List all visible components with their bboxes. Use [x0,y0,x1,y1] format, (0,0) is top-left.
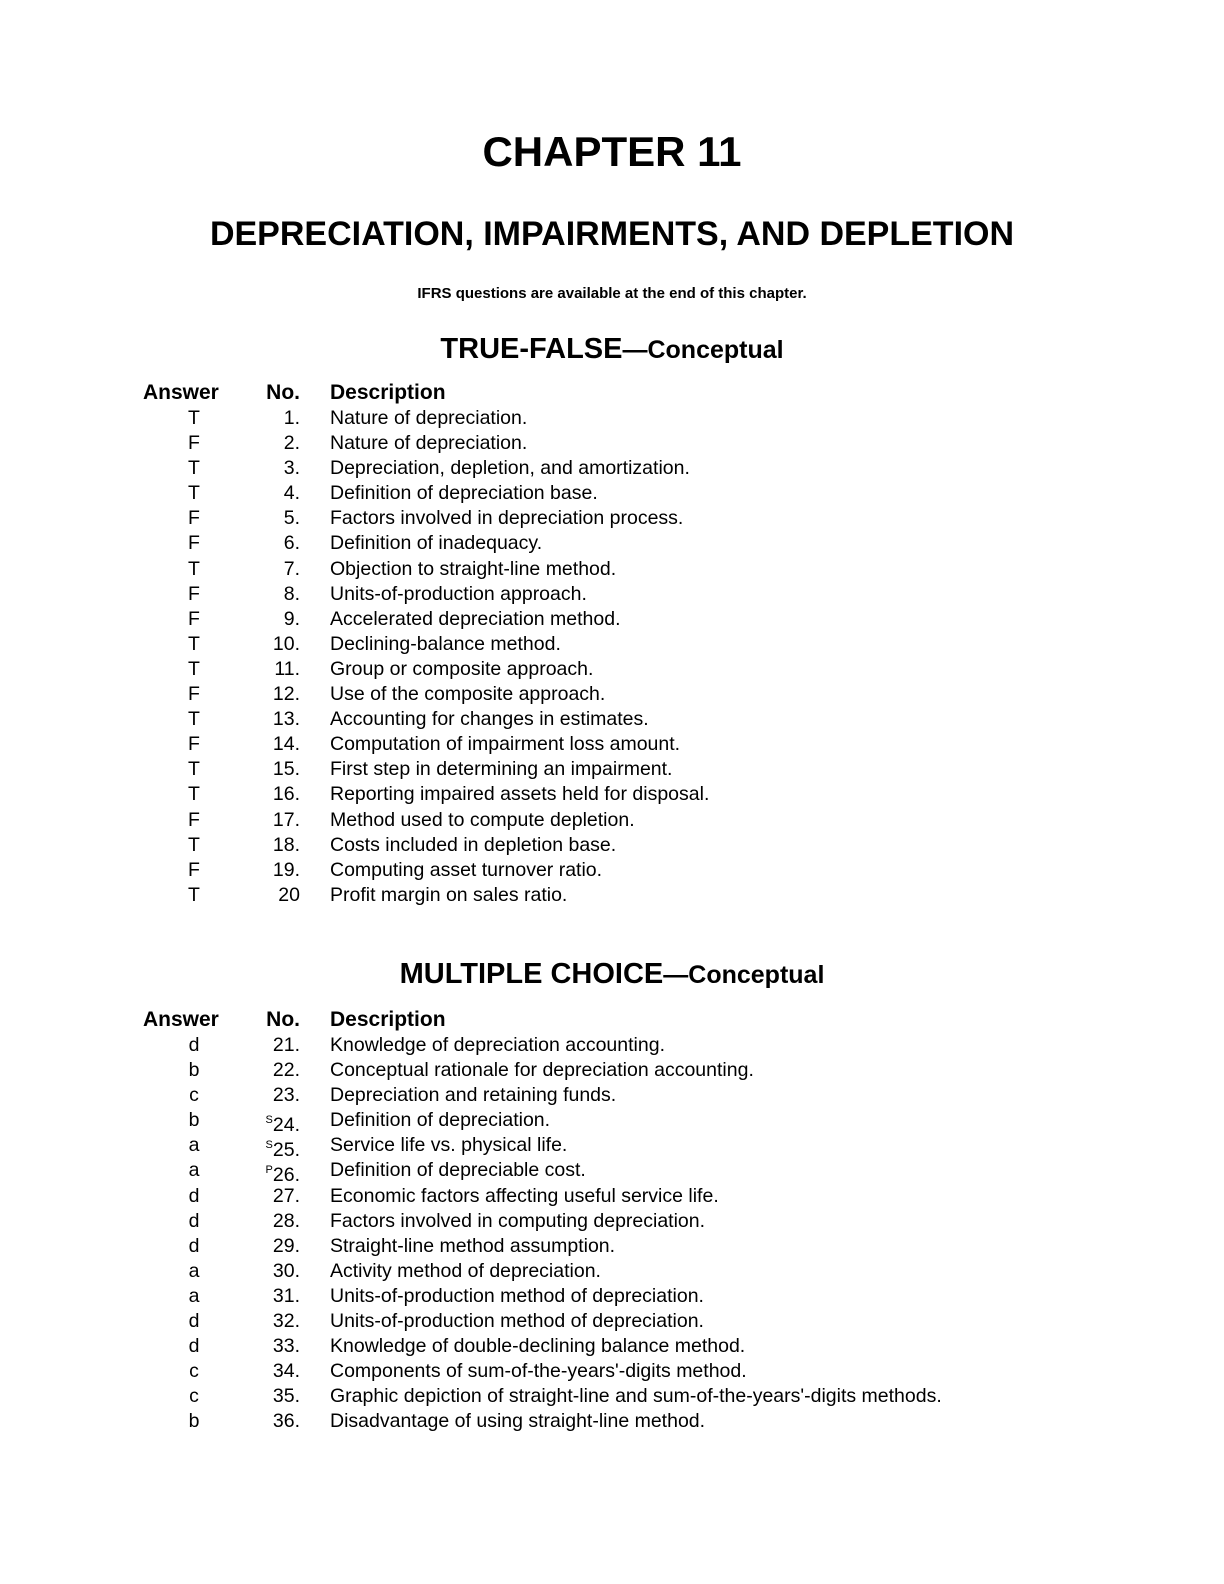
answer-cell: T [188,758,200,781]
question-number: 15. [272,758,300,781]
question-number: 3. [283,457,300,480]
description-cell: Economic factors affecting useful service life. [330,1184,719,1207]
question-number: 8. [283,582,300,605]
answer-cell: b [188,1059,200,1082]
description-cell: Conceptual rationale for depreciation accounting. [330,1059,754,1082]
answer-cell: F [188,683,200,706]
answer-column-header: Answer [143,381,219,404]
number-cell [273,1309,300,1334]
description-cell: Objection to straight-line method. [330,557,617,580]
question-number: 17. [272,808,300,831]
description-cell: Computing asset turnover ratio. [330,858,603,881]
answer-cell: T [188,557,200,580]
description-cell: Costs included in depletion base. [330,833,617,856]
section-heading-sub: —Conceptual [622,336,784,364]
answer-cell: a [188,1159,200,1182]
answer-cell: b [188,1410,200,1433]
question-number: 20 [278,883,300,906]
chapter-title: CHAPTER 11 [482,128,742,175]
description-cell: Knowledge of double-declining balance method. [330,1335,746,1358]
question-number: 33. [272,1335,300,1358]
number-cell [273,808,300,833]
table-row [0,456,1224,481]
description-cell: Activity method of depreciation. [330,1259,601,1282]
table-row [0,1384,1224,1409]
description-cell: Definition of depreciable cost. [330,1159,586,1182]
answer-cell: F [188,607,200,630]
answer-cell: T [188,407,200,429]
question-number: 23. [272,1084,300,1107]
answer-cell: T [188,482,200,505]
answer-cell: d [188,1335,200,1358]
question-source-marker: P [265,1164,273,1177]
number-cell [273,1259,300,1284]
question-number: 7. [283,557,300,580]
table-row [0,732,1224,757]
table-row [0,707,1224,732]
description-cell: Factors involved in depreciation process. [330,507,684,530]
description-cell: Graphic depiction of straight-line and sum-of-the-years'-digits methods. [330,1385,942,1408]
number-cell [273,632,300,657]
answer-cell: F [188,858,200,881]
table-header-row [0,1007,1224,1033]
answer-cell: T [188,783,200,806]
description-cell: Service life vs. physical life. [330,1134,568,1157]
question-number: 2. [283,432,300,455]
question-number: 31. [272,1284,300,1307]
answer-cell: T [188,708,200,731]
table-row [0,1184,1224,1209]
question-number: 28. [272,1209,300,1232]
table-row [0,782,1224,807]
description-cell: Accelerated depreciation method. [330,607,621,630]
number-cell [273,1334,300,1359]
description-cell: Definition of depreciation base. [330,482,598,505]
description-cell: Method used to compute depletion. [330,808,635,831]
description-cell: Nature of depreciation. [330,407,528,429]
answer-cell: c [189,1084,199,1107]
multiple-choice-table [0,1007,1224,1435]
answer-column-header: Answer [143,1008,219,1031]
number-cell [284,557,300,582]
answer-cell: d [188,1034,200,1056]
answer-cell: d [188,1310,200,1333]
table-row [0,883,1224,908]
table-row [0,506,1224,531]
question-number: 12. [272,683,300,706]
description-cell: Profit margin on sales ratio. [330,883,568,906]
table-row [0,1083,1224,1108]
description-cell: Disadvantage of using straight-line method. [330,1410,706,1433]
description-cell: Definition of inadequacy. [330,532,543,555]
description-cell: Knowledge of depreciation accounting. [330,1034,665,1056]
table-row [0,1108,1224,1137]
number-cell [273,1359,300,1384]
number-cell [273,1184,300,1209]
number-cell [273,1033,300,1058]
table-header-row [0,380,1224,406]
answer-cell: a [188,1284,200,1307]
table-row [0,1284,1224,1309]
question-number: 22. [272,1059,300,1082]
number-cell [284,506,300,531]
table-row [0,1234,1224,1259]
table-row [0,1334,1224,1359]
table-row [0,1158,1224,1187]
number-cell [273,1284,300,1309]
description-cell: Units-of-production method of depreciation. [330,1310,704,1333]
question-number: 16. [272,783,300,806]
question-number: 1. [283,407,300,429]
description-cell: Units-of-production approach. [330,582,587,605]
ifrs-note: IFRS questions are available at the end of this chapter. [417,285,807,302]
description-cell: Depreciation, depletion, and amortization. [330,457,690,480]
question-number: 6. [283,532,300,555]
question-number: 13. [272,708,300,731]
number-cell [273,1058,300,1083]
question-number: 29. [272,1234,300,1257]
question-number: 21. [272,1034,300,1056]
description-cell: Definition of depreciation. [330,1109,551,1132]
number-cell [284,431,300,456]
table-row [0,682,1224,707]
number-column-header: No. [266,381,300,404]
table-row [0,557,1224,582]
number-cell [284,481,300,506]
description-cell: Depreciation and retaining funds. [330,1084,617,1107]
true-false-table [0,380,1224,908]
answer-cell: F [188,432,200,455]
description-cell: Units-of-production method of depreciation. [330,1284,704,1307]
answer-cell: a [188,1259,200,1282]
number-cell [273,1083,300,1108]
table-row [0,1133,1224,1162]
description-cell: Computation of impairment loss amount. [330,733,681,756]
table-row [0,406,1224,431]
answer-cell: F [188,582,200,605]
number-cell [284,607,300,632]
table-row [0,808,1224,833]
question-number: 34. [272,1360,300,1383]
question-number: 30. [272,1259,300,1282]
answer-cell: T [188,632,200,655]
question-number: 5. [283,507,300,530]
table-row [0,582,1224,607]
answer-cell: F [188,507,200,530]
question-number: 4. [283,482,300,505]
answer-cell: a [188,1134,200,1157]
table-row [0,1359,1224,1384]
question-number: 36. [272,1410,300,1433]
number-cell [273,707,300,732]
table-row [0,858,1224,883]
question-number: 14. [272,733,300,756]
table-row [0,1058,1224,1083]
answer-cell: F [188,733,200,756]
number-cell [273,757,300,782]
table-row [0,481,1224,506]
table-row [0,1259,1224,1284]
number-cell [273,833,300,858]
true-false-heading [0,333,1224,366]
question-source-marker: S [265,1139,273,1152]
chapter-subtitle: DEPRECIATION, IMPAIRMENTS, AND DEPLETION [209,215,1015,253]
number-cell [284,456,300,481]
table-row [0,1409,1224,1434]
table-row [0,657,1224,682]
question-source-marker: S [265,1114,273,1127]
table-row [0,1033,1224,1058]
table-row [0,757,1224,782]
answer-cell: c [189,1360,199,1383]
number-cell [273,782,300,807]
answer-cell: T [188,883,200,906]
table-row [0,607,1224,632]
number-cell [273,732,300,757]
question-number: 35. [272,1385,300,1408]
question-number: 25. [272,1139,300,1162]
multiple-choice-heading [0,958,1224,991]
question-number: 19. [272,858,300,881]
question-number: 32. [272,1310,300,1333]
number-cell [284,531,300,556]
table-row [0,1309,1224,1334]
description-cell: Straight-line method assumption. [330,1234,616,1257]
table-row [0,531,1224,556]
question-number: 9. [283,607,300,630]
table-row [0,833,1224,858]
question-number: 10. [272,632,300,655]
question-number: 18. [272,833,300,856]
number-cell [274,657,300,682]
answer-cell: c [189,1385,199,1408]
section-heading-sub: —Conceptual [663,961,825,989]
answer-cell: T [188,457,200,480]
description-cell: Group or composite approach. [330,657,594,680]
number-cell [284,406,300,431]
answer-cell: b [188,1109,200,1132]
answer-cell: d [188,1234,200,1257]
question-number: 11. [274,657,300,680]
table-row [0,632,1224,657]
section-heading-main: TRUE-FALSE [440,333,623,365]
answer-cell: d [188,1209,200,1232]
number-cell [278,883,300,908]
description-cell: Accounting for changes in estimates. [330,708,649,731]
answer-cell: T [188,833,200,856]
description-cell: Declining-balance method. [330,632,561,655]
answer-cell: F [188,532,200,555]
description-cell: Components of sum-of-the-years'-digits method. [330,1360,747,1383]
description-cell: Factors involved in computing depreciation. [330,1209,706,1232]
number-cell [273,858,300,883]
table-row [0,1209,1224,1234]
description-cell: Reporting impaired assets held for disposal. [330,783,710,806]
number-cell [273,1409,300,1434]
description-cell: Nature of depreciation. [330,432,528,455]
number-cell [273,1209,300,1234]
answer-cell: F [188,808,200,831]
number-cell [273,1384,300,1409]
description-column-header: Description [330,1008,446,1031]
answer-cell: d [188,1184,200,1207]
answer-cell: T [188,657,200,680]
description-cell: Use of the composite approach. [330,683,606,706]
number-cell [273,682,300,707]
number-column-header: No. [266,1008,300,1031]
question-number: 27. [272,1184,300,1207]
number-cell [284,582,300,607]
table-row [0,431,1224,456]
section-heading-main: MULTIPLE CHOICE [399,958,664,990]
question-number: 24. [272,1114,300,1137]
description-cell: First step in determining an impairment. [330,758,673,781]
description-column-header: Description [330,381,446,404]
question-number: 26. [272,1164,300,1187]
number-cell [273,1234,300,1259]
